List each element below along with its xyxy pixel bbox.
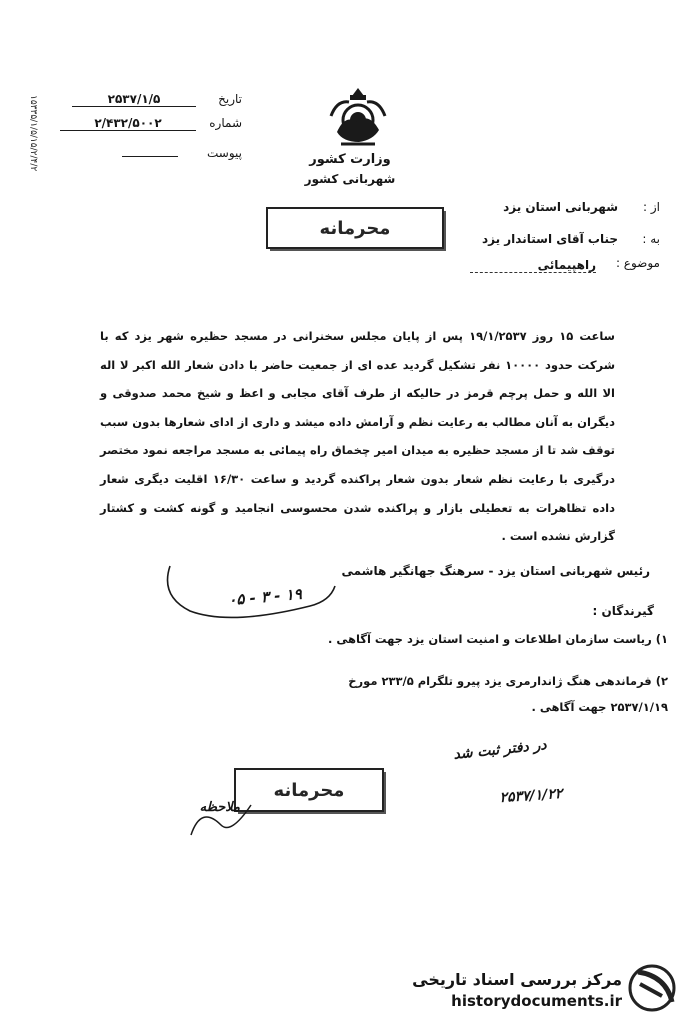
to-value: جناب آقای استاندار یزد xyxy=(481,232,618,246)
confidential-stamp-bottom: محرمانه xyxy=(234,768,384,812)
subject-label: موضوع : xyxy=(615,256,660,270)
from-value: شهربانی استان یزد xyxy=(503,200,618,214)
from-label: از : xyxy=(643,200,660,214)
side-reference-code: ۱۵۳۳۵/۱/۵/۱۵/۲/۴/۲ xyxy=(28,95,38,172)
signature-line: رئیس شهربانی استان یزد - سرهنگ جهانگیر هاشمی xyxy=(341,564,650,578)
letter-body: ساعت ۱۵ روز ۱۹/۱/۲۵۳۷ پس از پایان مجلس سخنرانی در مسجد حظیره شهر یزد که با شرکت حدود ۱۰۰۰۰ نفر تشکیل گردید عده ای از جمعیت حاضر با دادن شعار الله اکبر لا اله الا الله و حمل پرچم قرمز در حالیکه از طرف آقای مجابی و اعظ و شیخ محمد صدوقی و دیگران به آنان مطالب به رعایت نظم و آرامش داده میشد و داری از ادای شعارها بدون سبب توقف شد تا از مسجد حظیره به میدان امیر چخماق راه پیمائی به مسجد مراجعه نمود مختصر درگیری با رعایت نظم شعار بدون شعار پراکنده گردید و ساعت ۱۶/۳۰ اقلیت دیگری شعار داده تظاهرات به تعطیلی بازار و پراکنده شدن محسوسی انجامید و گونه کشت و کشتار گزارش نشده است . xyxy=(100,329,616,544)
archive-name: مرکز بررسی اسناد تاریخی xyxy=(412,970,622,989)
department-name: شهربانی کشور xyxy=(304,172,396,186)
date-value: ۲۵۳۷/۱/۵ xyxy=(72,92,196,107)
lion-and-sun-emblem-icon xyxy=(323,86,393,148)
recipient-item-1: ۱) ریاست سازمان اطلاعات و امنیت استان یزد جهت آگاهی . xyxy=(327,632,668,646)
confidential-stamp-top: محرمانه xyxy=(266,207,444,249)
number-value: ۲/۴۳۲/۵۰۰۲ xyxy=(60,116,196,131)
to-label: به : xyxy=(642,232,660,246)
number-label: شماره xyxy=(209,116,242,130)
handwritten-registry-note: در دفتر ثبت شد xyxy=(452,737,548,763)
archive-logo-icon xyxy=(622,962,682,1014)
recipients-title: گیرندگان : xyxy=(592,604,654,618)
handwritten-registry-date: ۲۵۳۷/۱/۲۲ xyxy=(499,785,563,807)
handwritten-initials: ملاحظه xyxy=(199,800,240,815)
attachment-value xyxy=(122,142,178,157)
date-label: تاریخ xyxy=(218,92,242,106)
subject-value: راهپیمائی xyxy=(470,258,596,273)
archive-website-link[interactable]: historydocuments.ir xyxy=(451,992,622,1010)
handwritten-signature-date: ۰۵ - ۳ - ۱۹ xyxy=(227,584,303,610)
recipient-item-2: ۲) فرماندهی هنگ ژاندارمری یزد پیرو تلگرام ۲۳۳/۵ مورخ ۲۵۳۷/۱/۱۹ جهت آگاهی . xyxy=(348,674,668,714)
ministry-name: وزارت کشور xyxy=(309,152,391,167)
attachment-label: پیوست xyxy=(207,146,242,160)
